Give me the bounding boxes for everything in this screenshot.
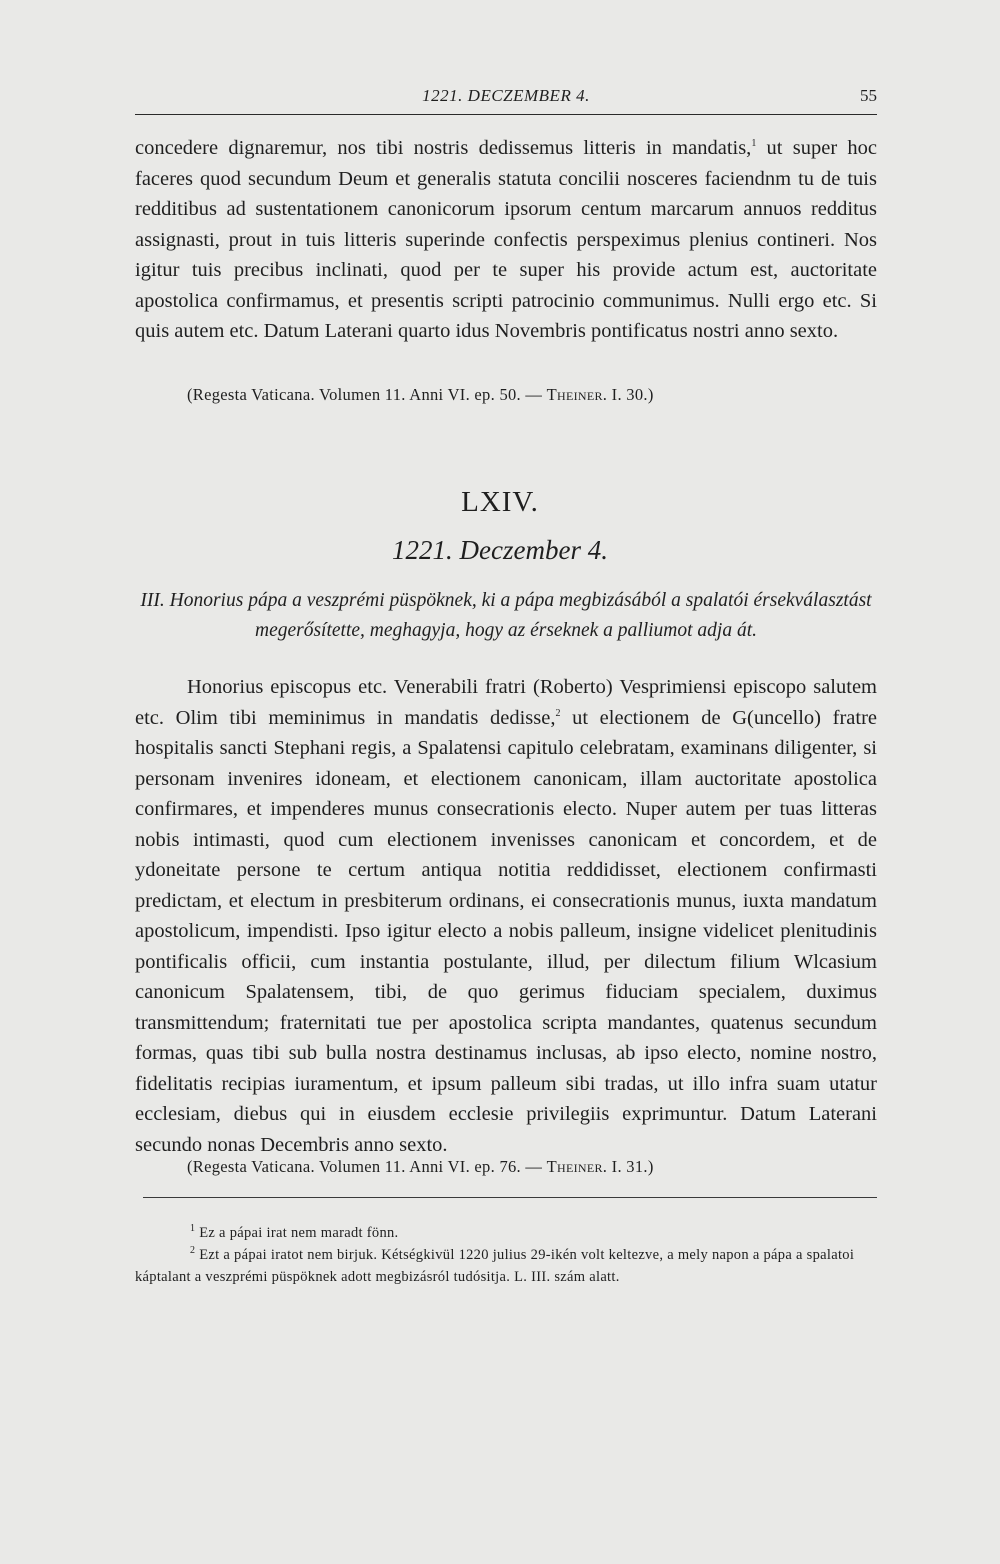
footnote-2 — [135, 1244, 877, 1288]
running-head — [135, 86, 877, 115]
running-head-title: 1221. DECZEMBER 4. — [422, 86, 590, 105]
citation2-author: Theiner — [546, 1157, 603, 1176]
footnote-1-text: Ez a pápai irat nem maradt fönn. — [195, 1225, 399, 1241]
footnote-ref-1: 1 — [751, 138, 757, 150]
paragraph-continued — [135, 133, 877, 347]
footnote-1 — [135, 1222, 877, 1244]
citation2-end: . I. 31.) — [602, 1157, 654, 1176]
footnote-ref-2: 2 — [555, 707, 561, 719]
document-text — [135, 672, 877, 1160]
footnote-1-mark: 1 — [190, 1223, 196, 1235]
footnote-divider — [143, 1197, 877, 1198]
footnote-2-mark: 2 — [190, 1245, 196, 1257]
citation1-text: (Regesta Vaticana. Volumen 11. Anni VI. ep. 50. — — [187, 385, 547, 404]
page-number: 55 — [860, 86, 877, 105]
document-date: 1221. Deczember 4. — [392, 535, 608, 565]
footnote-2-text: Ezt a pápai iratot nem birjuk. Kétségkivül 1220 julius 29-ikén volt keltezve, a mely napon a pápa a spalatoi káptalant a veszprémi püspöknek adott megbizásról tudósitja. L. III. szám alatt. — [135, 1247, 855, 1285]
document-number: LXIV. — [461, 486, 539, 518]
citation2-text: (Regesta Vaticana. Volumen 11. Anni VI. ep. 76. — — [187, 1157, 547, 1176]
footnotes — [135, 1222, 877, 1288]
citation1-end: . I. 30.) — [602, 385, 654, 404]
paragraph2-text-a: Honorius episcopus etc. Venerabili fratri (Roberto) Vesprimiensi episcopo salutem etc. Olim tibi meminimus in mandatis dedisse, — [135, 676, 877, 729]
source-citation-2 — [187, 1157, 654, 1177]
paragraph1-text-b: ut super hoc faceres quod secundum Deum et generalis statuta concilii nosceres faciendnm tu de tuis redditibus ad sustentationem canonicorum ipsorum centum marcarum annuos redditus assignasti, prout in tuis litteris superinde confectis perspeximus plenius contineri. Nos igitur tuis precibus inclinati, quod per te super his provide actum est, auctoritate apostolica confirmamus, et presentis scripti patrocinio communimus. Nulli ergo etc. Si quis autem etc. Datum Laterani quarto idus Novembris pontificatus nostri anno sexto. — [135, 137, 877, 342]
paragraph2-text-b: ut electionem de G(uncello) fratre hospitalis sancti Stephani regis, a Spalatensi capitulo celebratam, examinans diligenter, si personam invenires idoneam, et electionem canonicam, illam auctoritate apostolica confirmares, et impenderes munus consecrationis electo. Nuper autem per tuas litteras nobis intimasti, quod cum electionem invenisses canonicam et concordem, et de ydoneitate persone te certum antiqua notitia reddidisset, electionem confirmasti predictam, et electum in presbiterum ordinans, ei consecrationis munus, iuxta mandatum apostolicum, impendisti. Ipso igitur electo a nobis palleum, insigne videlicet plenitudinis pontificalis officii, cum instantia postulante, illud, per dilectum filium Wlcasium canonicum Spalatensem, tibi, de quo gerimus fiduciam specialem, duximus transmittendum; fraternitati tue per apostolica scripta mandantes, quatenus secundum formas, quas tibi sub bulla nostra destinamus inclusas, ab ipso electo, nomine nostro, fidelitatis recipias iuramentum, et ipsum palleum sibi tradas, ut illo infra suam utatur ecclesiam, diebus qui in eiusdem ecclesie privilegiis exprimuntur. Datum Laterani secundo nonas Decembris anno sexto. — [135, 706, 877, 1156]
paragraph1-text-a: concedere dignaremur, nos tibi nostris dedissemus litteris in mandatis, — [135, 137, 752, 159]
citation1-author: Theiner — [546, 385, 603, 404]
document-summary: III. Honorius pápa a veszprémi püspöknek, ki a pápa megbizásából a spalatói érsekválasztást megerősítette, meghagyja, hogy az érseknek a palliumot adja át. — [140, 590, 872, 641]
source-citation-1 — [187, 385, 654, 405]
